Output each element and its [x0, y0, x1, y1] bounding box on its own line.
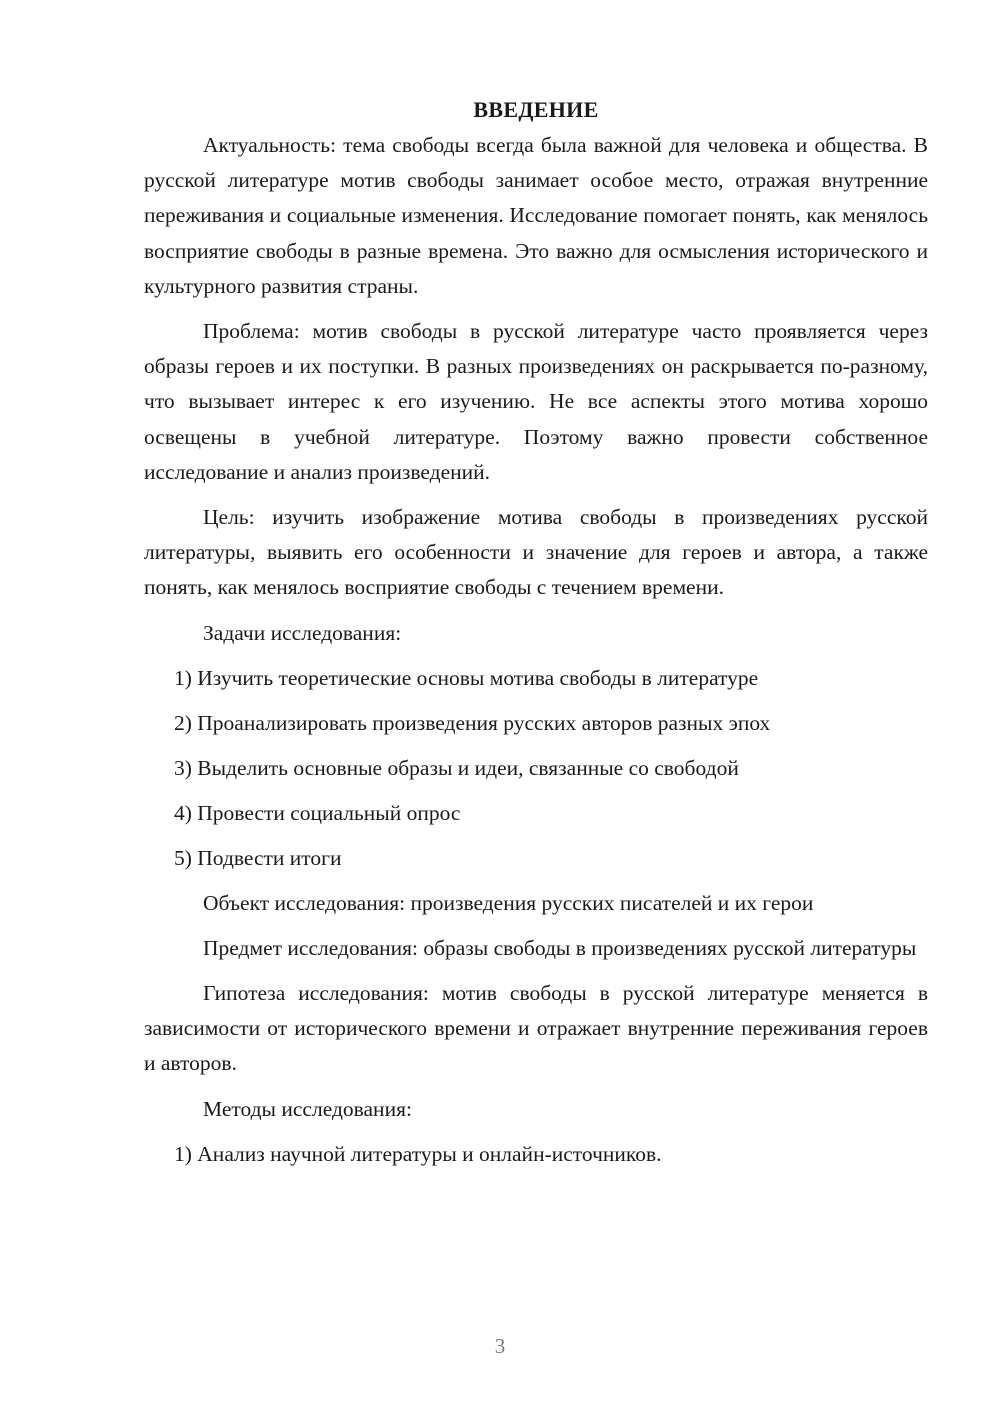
methods-heading: Методы исследования:: [203, 1096, 412, 1121]
task-item: 1) Изучить теоретические основы мотива свободы в литературе: [174, 665, 759, 690]
document-page: [144, 94, 928, 1182]
subject-paragraph: Предмет исследования: образы свободы в произведениях русской литературы: [203, 935, 917, 960]
page-number: 3: [494, 1334, 506, 1358]
tasks-heading: Задачи исследования:: [203, 620, 402, 645]
goal-paragraph: Цель: изучить изображение мотива свободы в произведениях русской литературы, выявить его особенности и значение для героев и автора, а также понять, как менялось восприятие свободы с течением времени.: [144, 505, 928, 600]
task-item: 4) Провести социальный опрос: [174, 800, 461, 825]
hypothesis-paragraph: Гипотеза исследования: мотив свободы в русской литературе меняется в зависимости от исторического времени и отражает внутренние переживания героев и авторов.: [144, 981, 928, 1076]
method-item: 1) Анализ научной литературы и онлайн-источников.: [174, 1141, 662, 1166]
task-item: 5) Подвести итоги: [174, 845, 342, 870]
relevance-paragraph: Актуальность: тема свободы всегда была важной для человека и общества. В русской литературе мотив свободы занимает особое место, отражая внутренние переживания и социальные изменения. Исследование помогает понять, как менялось восприятие свободы в разные времена. Это важно для осмысления исторического и культурного развития страны.: [144, 133, 928, 298]
task-item: 2) Проанализировать произведения русских авторов разных эпох: [174, 710, 771, 735]
object-paragraph: Объект исследования: произведения русских писателей и их герои: [203, 890, 814, 915]
problem-paragraph: Проблема: мотив свободы в русской литературе часто проявляется через образы героев и их поступки. В разных произведениях он раскрывается по-разному, что вызывает интерес к его изучению. Не все аспекты этого мотива хорошо освещены в учебной литературе. Поэтому важно провести собственное исследование и анализ произведений.: [144, 319, 928, 484]
section-title: ВВЕДЕНИЕ: [473, 97, 599, 122]
task-item: 3) Выделить основные образы и идеи, связанные со свободой: [174, 755, 739, 780]
